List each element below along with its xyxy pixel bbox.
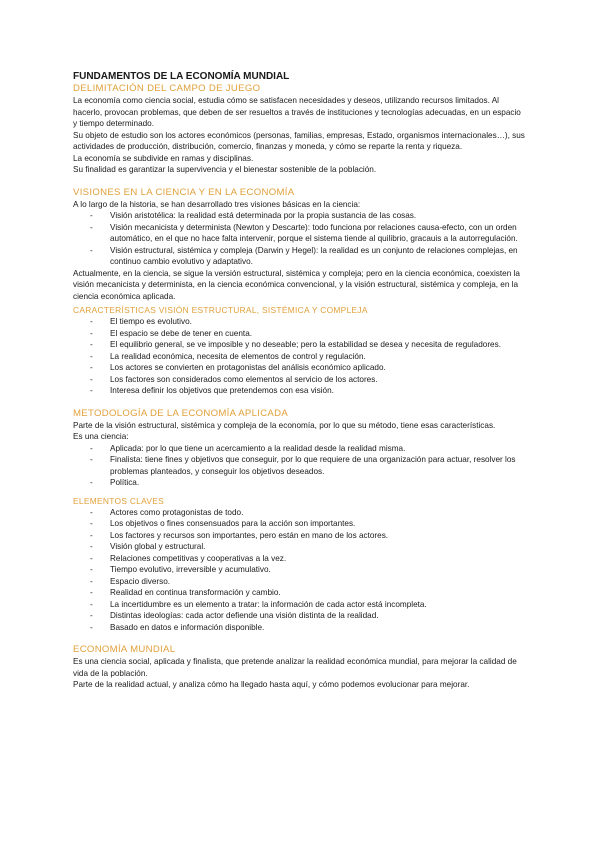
list-item: - Espacio diverso.	[73, 576, 527, 588]
paragraph: La economía se subdivide en ramas y disciplinas.	[73, 153, 254, 163]
list-item: - La incertidumbre es un elemento a tratar: la información de cada actor está incompleta.	[73, 599, 527, 611]
list-item: - Los factores y recursos son importantes, pero están en mano de los actores.	[73, 530, 527, 542]
list-item: - El equilibrio general, se ve imposible y no deseable; pero la estabilidad se desea y necesita de reguladores.	[73, 339, 527, 351]
list-item: - Basado en datos e información disponible.	[73, 622, 527, 634]
paragraph: La economía como ciencia social, estudia cómo se satisfacen necesidades y deseos, utilizando recursos limitados. Al hacerlo, provocan problemas, que deben de ser resueltos a través de instituciones y tecnologías adecuadas, en un espacio y tiempo determinado.	[73, 96, 521, 128]
paragraph: Es una ciencia social, aplicada y finalista, que pretende analizar la realidad económica mundial, para mejorar la calidad de vida de la población.	[73, 657, 517, 678]
list-item: - Los factores son considerados como elementos al servicio de los actores.	[73, 374, 527, 386]
list-item: - Visión estructural, sistémica y compleja (Darwin y Hegel): la realidad es un conjunto de relaciones complejas, en continuo cambio evolutivo y adaptativo.	[73, 245, 527, 268]
paragraph: Parte de la visión estructural, sistémica y compleja de la economía, por lo que su método, tiene esas características.	[73, 420, 496, 430]
paragraph: Su objeto de estudio son los actores económicos (personas, familias, empresas, Estado, organismos internacionales…), sus actividades de producción, distribución, comercio, finanzas y moneda, y cómo se reparte la renta y riqueza.	[73, 130, 525, 151]
section-heading-economia-mundial: ECONOMÍA MUNDIAL	[73, 644, 176, 655]
document-page	[73, 70, 527, 691]
section-heading-visiones: VISIONES EN LA CIENCIA Y EN LA ECONOMÍA	[73, 186, 295, 198]
list-item: - Aplicada: por lo que tiene un acercamiento a la realidad desde la realidad misma.	[73, 443, 527, 455]
visiones-list	[73, 210, 527, 268]
list-item: - Actores como protagonistas de todo.	[73, 507, 527, 519]
metodologia-list	[73, 443, 527, 489]
list-item: - Interesa definir los objetivos que pretendemos con esa visión.	[73, 385, 527, 397]
list-item: - Visión aristotélica: la realidad está determinada por la propia sustancia de las cosas.	[73, 210, 527, 222]
list-item: - Los actores se convierten en protagonistas del análisis económico aplicado.	[73, 362, 527, 374]
paragraph: Actualmente, en la ciencia, se sigue la versión estructural, sistémica y compleja; pero en la ciencia económica, coexisten la visión mecanicista y determinista, en la ciencia económica convencional, y la visión estructural, sistémica y compleja, en la ciencia económica aplicada.	[73, 268, 520, 301]
list-item: - Relaciones competitivas y cooperativas a la vez.	[73, 553, 527, 565]
list-item: - Finalista: tiene fines y objetivos que conseguir, por lo que requiere de una organización para actuar, resolver los problemas planteados, y conseguir los objetivos deseados.	[73, 454, 527, 477]
list-item: - Visión mecanicista y determinista (Newton y Descarte): todo funciona por relaciones causa-efecto, con un orden automático, en el que no hace falta intervenir, porque el sistema tiende al quilibrio, gracauis a la autorregulación.	[73, 222, 527, 245]
list-item: - Política.	[73, 477, 527, 489]
list-item: - Los objetivos o fines consensuados para la acción son importantes.	[73, 518, 527, 530]
list-item: - Tiempo evolutivo, irreversible y acumulativo.	[73, 564, 527, 576]
paragraph: A lo largo de la historia, se han desarrollado tres visiones básicas en la ciencia:	[73, 199, 361, 209]
section-heading-metodologia: METODOLOGÍA DE LA ECONOMÍA APLICADA	[73, 407, 289, 419]
elementos-list	[73, 507, 527, 634]
list-item: - Visión global y estructural.	[73, 541, 527, 553]
paragraph: Su finalidad es garantizar la supervivencia y el bienestar sostenible de la población.	[73, 165, 377, 174]
list-item: - Distintas ideologías: cada actor defiende una visión distinta de la realidad.	[73, 610, 527, 622]
section-heading-elementos: ELEMENTOS CLAVES	[73, 495, 165, 506]
list-item: - El espacio se debe de tener en cuenta.	[73, 328, 527, 340]
section-heading-caracteristicas: CARACTERÍSTICAS VISIÓN ESTRUCTURAL, SISTÉMICA Y COMPLEJA	[73, 305, 368, 315]
caracteristicas-list	[73, 316, 527, 397]
paragraph: Parte de la realidad actual, y analiza cómo ha llegado hasta aquí, y cómo podemos evolucionar para mejorar.	[73, 680, 470, 689]
paragraph: Es una ciencia:	[73, 432, 129, 441]
list-item: - La realidad económica, necesita de elementos de control y regulación.	[73, 351, 527, 363]
section-heading-delimitacion: DELIMITACIÓN DEL CAMPO DE JUEGO	[73, 83, 261, 94]
list-item: - Realidad en continua transformación y cambio.	[73, 587, 527, 599]
list-item: - El tiempo es evolutivo.	[73, 316, 527, 328]
document-title: FUNDAMENTOS DE LA ECONOMÍA MUNDIAL	[73, 71, 290, 82]
